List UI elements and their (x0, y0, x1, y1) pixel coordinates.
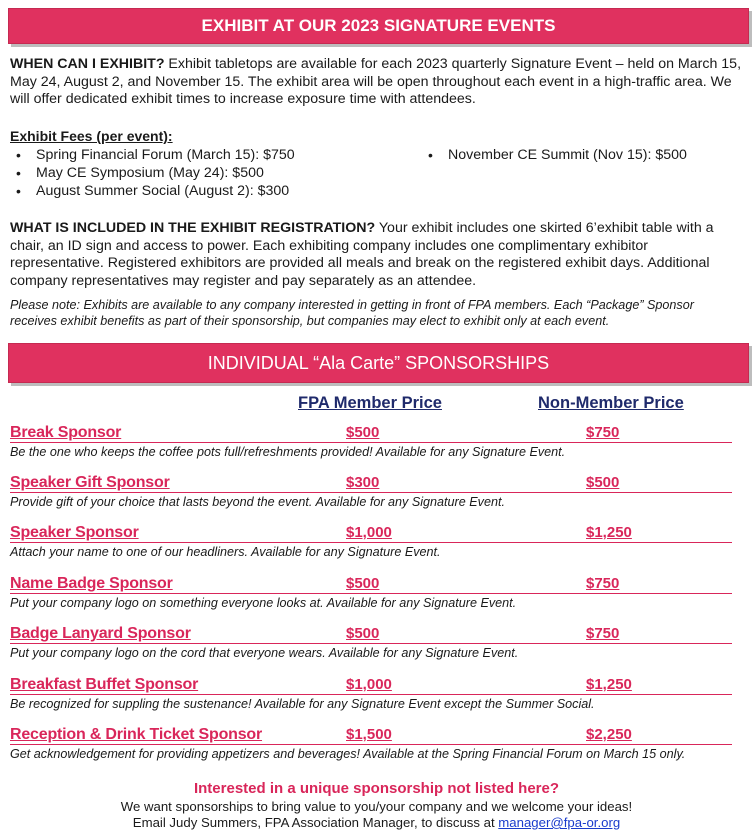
fee-item: • August Summer Social (August 2): $300 (10, 182, 295, 200)
email-link[interactable]: manager@fpa-or.org (498, 815, 621, 830)
included-label: WHAT IS INCLUDED IN THE EXHIBIT REGISTRATION? (10, 220, 376, 236)
fee-item: • November CE Summit (Nov 15): $500 (422, 146, 687, 164)
nonmember-price: $1,250 (586, 524, 632, 541)
sponsor-description: Get acknowledgement for providing appetizers and beverages! Available at the Spring Financial Forum on March 15 only. (10, 747, 686, 761)
nonmember-price: $750 (586, 625, 620, 642)
row-rule (10, 643, 732, 644)
sponsor-name: Reception & Drink Ticket Sponsor (10, 726, 263, 743)
fees-list-right (422, 146, 687, 164)
sponsor-row-reception (10, 726, 732, 776)
fees-title: Exhibit Fees (per event): (10, 128, 173, 144)
row-rule (10, 542, 732, 543)
member-price: $300 (346, 474, 380, 491)
sponsor-row-speaker-gift (10, 474, 732, 524)
cta-line-2-text: Email Judy Summers, FPA Association Manager, to discuss at (132, 815, 499, 830)
member-price: $1,000 (346, 676, 392, 693)
sponsor-name: Speaker Sponsor (10, 524, 139, 541)
nonmember-price: $500 (586, 474, 620, 491)
exhibit-note: Please note: Exhibits are available to any company interested in getting in front of FPA members. Each “Package” Sponsor receives exhibit benefits as part of their sponsorship, but companies may elect to exhibit only at each event. (10, 298, 694, 328)
member-price: $500 (346, 625, 380, 642)
fee-item: • May CE Symposium (May 24): $500 (10, 164, 295, 182)
nonmember-price: $2,250 (586, 726, 632, 743)
included-text: Your exhibit includes one skirted 6’exhibit table with a chair, an ID sign and access to power. Each exhibiting company includes one complimentary exhibitor representative. Registered exhibitors are provided all meals and break on the registered exhibit days. Additional company representatives may register and pay separately as an attendee. (10, 220, 714, 289)
sponsor-row-badge-lanyard (10, 625, 732, 675)
sponsor-description: Attach your name to one of our headliners. Available for any Signature Event. (10, 545, 441, 559)
row-rule (10, 442, 732, 443)
sponsor-description: Put your company logo on something everyone looks at. Available for any Signature Event. (10, 596, 517, 610)
nonmember-price: $750 (586, 424, 620, 441)
cta-line-2 (0, 815, 753, 831)
fees-list-left (10, 146, 295, 200)
sponsor-description: Be recognized for suppling the sustenance! Available for any Signature Event except the Summer Social. (10, 697, 595, 711)
sponsor-row-speaker (10, 524, 732, 574)
exhibit-banner: EXHIBIT AT OUR 2023 SIGNATURE EVENTS (8, 8, 749, 44)
sponsor-name: Breakfast Buffet Sponsor (10, 676, 199, 693)
nonmember-price: $750 (586, 575, 620, 592)
sponsor-name: Speaker Gift Sponsor (10, 474, 170, 491)
sponsor-name: Badge Lanyard Sponsor (10, 625, 191, 642)
member-price: $500 (346, 575, 380, 592)
fee-item: • Spring Financial Forum (March 15): $750 (10, 146, 295, 164)
row-rule (10, 744, 732, 745)
when-paragraph (10, 56, 744, 109)
row-rule (10, 694, 732, 695)
sponsorships-banner: INDIVIDUAL “Ala Carte” SPONSORSHIPS (8, 343, 749, 383)
included-paragraph (10, 220, 744, 290)
sponsor-row-breakfast-buffet (10, 676, 732, 726)
sponsor-description: Put your company logo on the cord that everyone wears. Available for any Signature Event. (10, 646, 519, 660)
nonmember-price: $1,250 (586, 676, 632, 693)
row-rule (10, 492, 732, 493)
when-text: Exhibit tabletops are available for each 2023 quarterly Signature Event – held on March 15, May 24, August 2, and November 15. The exhibit area will be open throughout each event in a high-traffic area. We will offer dedicated exhibit times to increase exposure time with attendees. (10, 56, 742, 107)
when-label: WHEN CAN I EXHIBIT? (10, 56, 165, 72)
row-rule (10, 593, 732, 594)
sponsor-row-name-badge (10, 575, 732, 625)
sponsor-name: Name Badge Sponsor (10, 575, 173, 592)
member-price: $1,500 (346, 726, 392, 743)
cta-title: Interested in a unique sponsorship not listed here? (193, 780, 560, 797)
nonmember-price-header: Non-Member Price (538, 394, 684, 412)
sponsor-row-break (10, 424, 732, 474)
sponsor-name: Break Sponsor (10, 424, 122, 441)
cta-line-1: We want sponsorships to bring value to you/your company and we welcome your ideas! (120, 799, 633, 814)
sponsor-description: Be the one who keeps the coffee pots full/refreshments provided! Available for any Signature Event. (10, 445, 566, 459)
member-price: $500 (346, 424, 380, 441)
sponsor-description: Provide gift of your choice that lasts beyond the event. Available for any Signature Event. (10, 495, 505, 509)
member-price-header: FPA Member Price (298, 394, 442, 412)
member-price: $1,000 (346, 524, 392, 541)
